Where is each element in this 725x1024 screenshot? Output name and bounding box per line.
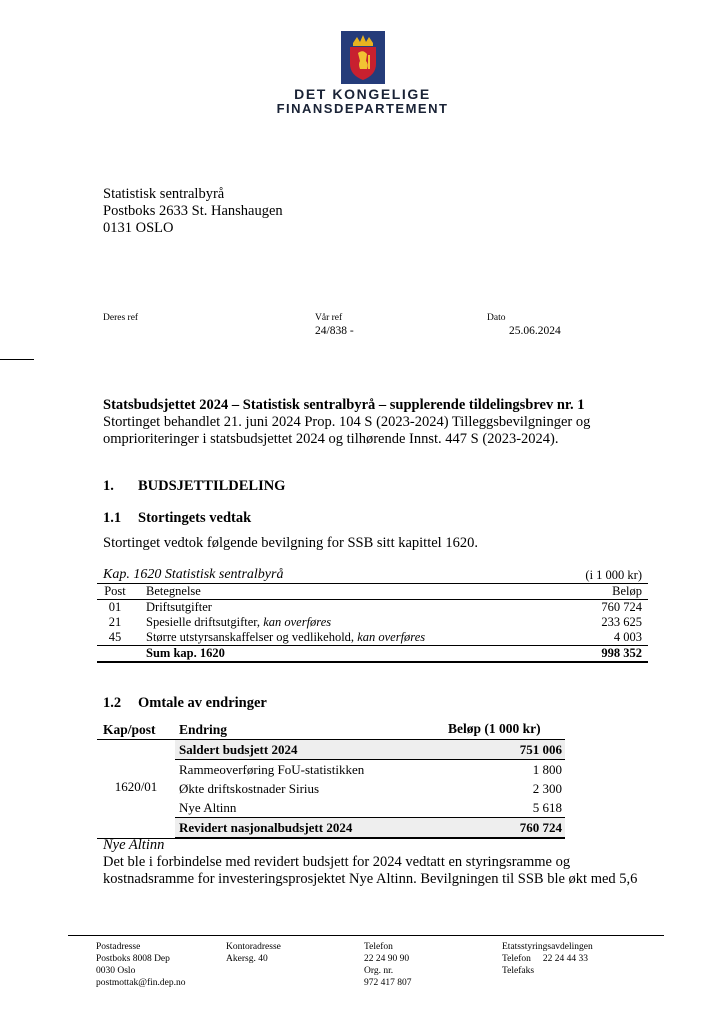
footer-divider xyxy=(68,935,664,936)
footer-telefon xyxy=(364,941,412,989)
saldert-value: 751 006 xyxy=(519,742,562,757)
section-1-title: BUDSJETTILDELING xyxy=(138,478,286,494)
section-1-number: 1. xyxy=(103,478,114,494)
table-caption-row xyxy=(97,566,648,584)
avd-telefon-value: 22 24 44 33 xyxy=(542,954,589,964)
recipient-address xyxy=(103,186,283,237)
kontoradresse-value: Akersg. 40 xyxy=(226,954,268,964)
crown-band xyxy=(353,43,373,46)
kontoradresse-label: Kontoradresse xyxy=(226,942,281,952)
avdeling-label: Etatsstyringsavdelingen xyxy=(502,942,593,952)
crest-icon xyxy=(341,31,385,84)
saldert-label: Saldert budsjett 2024 xyxy=(179,742,298,757)
recipient-city: 0131 OSLO xyxy=(103,220,174,236)
subject-line2: omprioriteringer i statsbudsjettet 2024 og tilhørende Innst. 447 S (2023-2024). xyxy=(103,431,559,447)
avd-telefon-label: Telefon xyxy=(502,954,531,964)
change-value: 2 300 xyxy=(532,781,562,796)
section-1-2-title: Omtale av endringer xyxy=(138,695,267,711)
footer-postadresse xyxy=(96,941,186,989)
header-belop: Beløp xyxy=(612,584,642,598)
section-1-1-number: 1.1 xyxy=(103,510,122,526)
section-1-1-heading xyxy=(103,510,251,527)
row-belop: 233 625 xyxy=(601,615,642,629)
postadresse-email: postmottak@fin.dep.no xyxy=(96,978,186,988)
postadresse-line2: 0030 Oslo xyxy=(96,966,136,976)
var-ref-value: 24/838 - xyxy=(315,325,354,337)
subject-line1: Stortinget behandlet 21. juni 2024 Prop. 104 S (2023-2024) Tilleggsbevilgninger og xyxy=(103,414,591,430)
sum-value: 998 352 xyxy=(601,646,642,660)
avd-telefon-row xyxy=(502,953,593,965)
nye-altinn-line2: kostnadsramme for investeringsprosjektet Nye Altinn. Bevilgningen til SSB ble økt med 5,6 xyxy=(103,871,638,887)
footer-kontoradresse xyxy=(226,941,281,965)
table-sum-row xyxy=(97,645,648,663)
department-name-line2: FINANSDEPARTEMENT xyxy=(276,101,449,116)
recipient-name: Statistisk sentralbyrå xyxy=(103,186,225,202)
sum-label: Sum kap. 1620 xyxy=(146,646,225,660)
row-belop: 760 724 xyxy=(601,600,642,614)
section-1-heading xyxy=(103,478,285,495)
nye-altinn-line1: Det ble i forbindelse med revidert budsjett for 2024 vedtatt en styringsramme og xyxy=(103,854,571,870)
changes-table xyxy=(97,720,565,838)
section-1-1-title: Stortingets vedtak xyxy=(138,510,252,526)
dato-value: 25.06.2024 xyxy=(509,325,561,337)
orgnr-label: Org. nr. xyxy=(364,966,394,976)
revidert-label: Revidert nasjonalbudsjett 2024 xyxy=(179,820,353,835)
kap-post-value: 1620/01 xyxy=(114,779,158,794)
orgnr-value: 972 417 807 xyxy=(364,978,412,988)
row-belop: 4 003 xyxy=(613,630,642,644)
change-label: Rammeoverføring FoU-statistikken xyxy=(179,762,365,777)
row-post: 01 xyxy=(108,600,122,614)
header-betegnelse: Betegnelse xyxy=(146,584,201,598)
section-1-2-number: 1.2 xyxy=(103,695,122,711)
change-row xyxy=(175,759,565,779)
fold-mark xyxy=(0,359,34,360)
header-post: Post xyxy=(104,584,126,598)
row-betegnelse: Spesielle driftsutgifter, kan overføres xyxy=(146,615,332,629)
postadresse-label: Postadresse xyxy=(96,942,141,952)
axe-handle xyxy=(368,55,370,69)
table-header-row xyxy=(97,584,648,600)
header-endring: Endring xyxy=(179,722,228,737)
section-1-2-heading xyxy=(103,695,267,712)
change-label: Økte driftskostnader Sirius xyxy=(179,781,320,796)
telefon-label: Telefon xyxy=(364,942,393,952)
footer-avdeling xyxy=(502,941,593,977)
change-row xyxy=(175,798,565,817)
row-betegnelse: Større utstyrsanskaffelser og vedlikehold, kan overføres xyxy=(146,630,426,644)
subject-title: Statsbudsjettet 2024 – Statistisk sentralbyrå – supplerende tildelingsbrev nr. 1 xyxy=(103,397,585,413)
row-post: 45 xyxy=(108,630,122,644)
table-unit: (i 1 000 kr) xyxy=(585,568,642,582)
table-row xyxy=(97,600,648,615)
change-value: 5 618 xyxy=(532,800,562,815)
change-row xyxy=(175,779,565,798)
section-1-1-text: Stortinget vedtok følgende bevilgning for SSB sitt kapittel 1620. xyxy=(103,535,478,551)
subject-block xyxy=(103,397,623,448)
department-name-line1: DET KONGELIGE xyxy=(294,86,431,102)
postadresse-line1: Postboks 8008 Dep xyxy=(96,954,170,964)
saldert-row xyxy=(175,740,565,759)
deres-ref-label: Deres ref xyxy=(103,313,139,323)
row-post: 21 xyxy=(108,615,122,629)
row-betegnelse: Driftsutgifter xyxy=(146,600,212,614)
dato-label: Dato xyxy=(487,313,506,323)
table-row xyxy=(97,630,648,645)
recipient-street: Postboks 2633 St. Hanshaugen xyxy=(103,203,283,219)
revidert-row xyxy=(175,817,565,839)
nye-altinn-heading: Nye Altinn xyxy=(103,837,165,853)
var-ref-label: Vår ref xyxy=(315,313,343,323)
change-value: 1 800 xyxy=(532,762,562,777)
changes-header-row xyxy=(97,720,565,740)
royal-crest-logo xyxy=(341,31,385,84)
table-caption: Kap. 1620 Statistisk sentralbyrå xyxy=(103,567,284,582)
header-belop: Beløp (1 000 kr) xyxy=(448,721,541,736)
change-label: Nye Altinn xyxy=(179,800,237,815)
telefon-value: 22 24 90 90 xyxy=(364,954,410,964)
nye-altinn-block xyxy=(103,837,663,888)
telefaks-label: Telefaks xyxy=(502,966,535,976)
table-row xyxy=(97,615,648,630)
changes-body xyxy=(97,740,565,838)
header-kap-post: Kap/post xyxy=(103,722,156,737)
revidert-value: 760 724 xyxy=(519,820,562,835)
appropriation-table xyxy=(97,566,648,663)
